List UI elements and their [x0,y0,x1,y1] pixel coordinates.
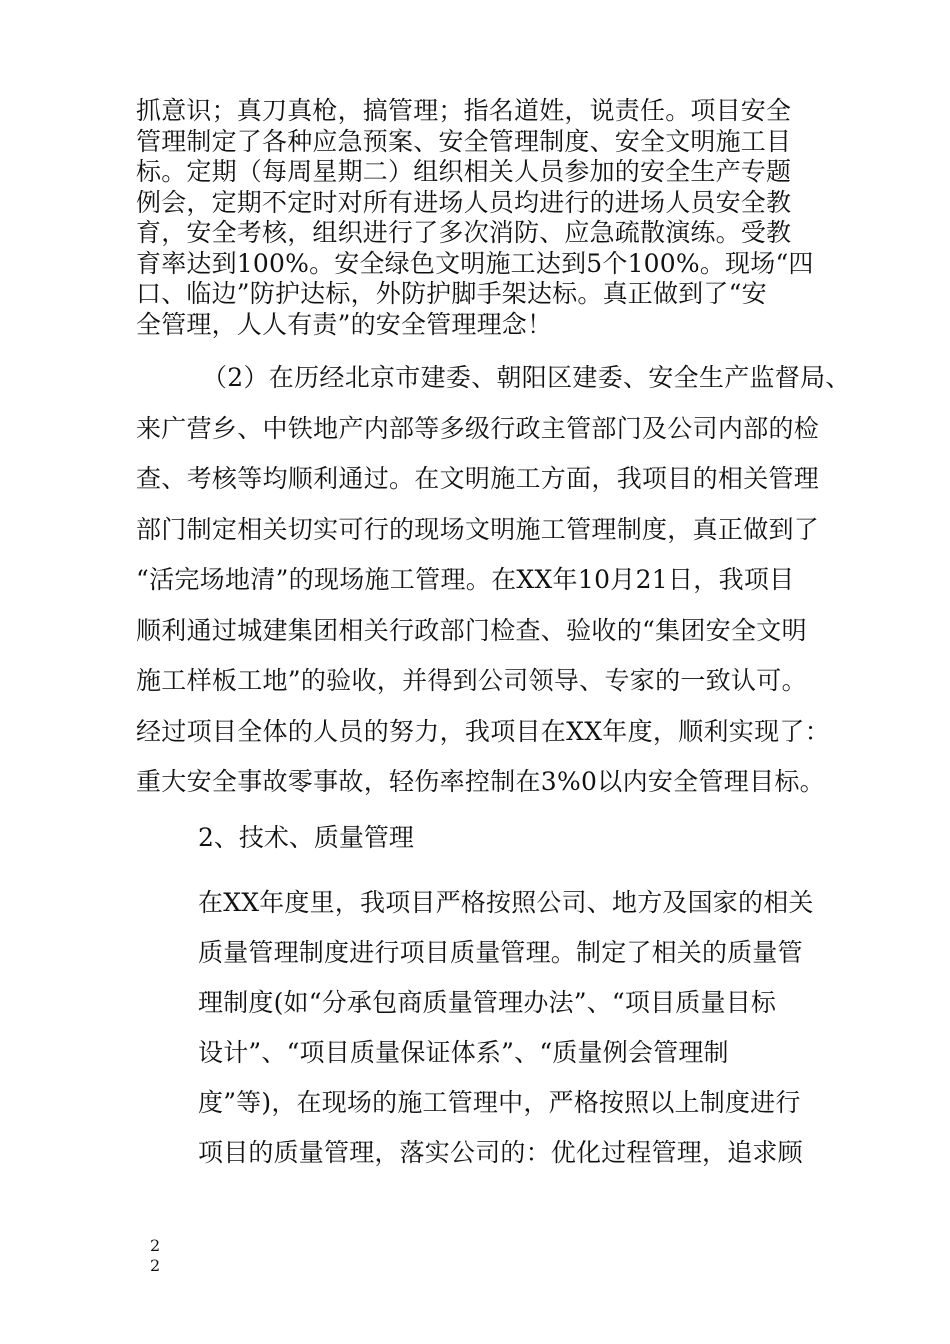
text-line: 理制度(如“分承包商质量管理办法”、“项目质量目标 [198,988,777,1017]
text-line: 施工样板工地”的验收，并得到公司领导、专家的一致认可。 [136,666,807,695]
paragraph-safety-management [136,96,836,340]
text-line: 项目的质量管理，落实公司的：优化过程管理，追求顾 [198,1138,803,1167]
text-line: 顺利通过城建集团相关行政部门检查、验收的“集团安全文明 [136,615,807,645]
text-line: 抓意识；真刀真枪，搞管理；指名道姓，说责任。项目安全 [136,96,792,125]
text-line: 重大安全事故零事故，轻伤率控制在3%0以内安全管理目标。 [136,767,825,796]
text-line: 部门制定相关切实可行的现场文明施工管理制度，真正做到了 [136,514,820,544]
paragraph-inspections [136,353,851,808]
text-line: 设计”、“项目质量保证体系”、“质量例会管理制 [198,1038,729,1067]
text-line: （2）在历经北京市建委、朝阳区建委、安全生产监督局、 [202,363,851,392]
text-line: 查、考核等均顺利通过。在文明施工方面，我项目的相关管理 [136,464,820,493]
text-line: 管理制定了各种应急预案、安全管理制度、安全文明施工目 [136,126,792,156]
page-number-digit: 2 [150,1256,161,1275]
text-line: 育，安全考核，组织进行了多次消防、应急疏散演练。受教 [136,218,792,247]
text-line: 度”等)，在现场的施工管理中，严格按照以上制度进行 [198,1088,801,1117]
page-number [150,1236,170,1276]
text-line: 经过项目全体的人员的努力，我项目在XX年度，顺利实现了： [136,716,830,746]
section-heading: 2、技术、质量管理 [198,823,414,852]
text-line: “活完场地清”的现场施工管理。在XX年10月21日，我项目 [136,565,795,594]
text-line: 口、临边”防护达标，外防护脚手架达标。真正做到了“安 [136,279,767,308]
paragraph-quality-management [198,878,838,1178]
text-line: 标。定期（每周星期二）组织相关人员参加的安全生产专题 [136,157,792,186]
text-line: 育率达到100%。安全绿色文明施工达到5个100%。现场“四 [136,248,814,278]
text-line: 例会，定期不定时对所有进场人员均进行的进场人员安全教 [136,187,792,217]
text-line: 来广营乡、中铁地产内部等多级行政主管部门及公司内部的检 [136,413,820,443]
text-line: 在XX年度里，我项目严格按照公司、地方及国家的相关 [198,888,814,917]
text-line: 全管理，人人有责”的安全管理理念！ [136,309,553,339]
page-number-digit: 2 [150,1236,161,1255]
text-line: 质量管理制度进行项目质量管理。制定了相关的质量管 [198,938,803,967]
